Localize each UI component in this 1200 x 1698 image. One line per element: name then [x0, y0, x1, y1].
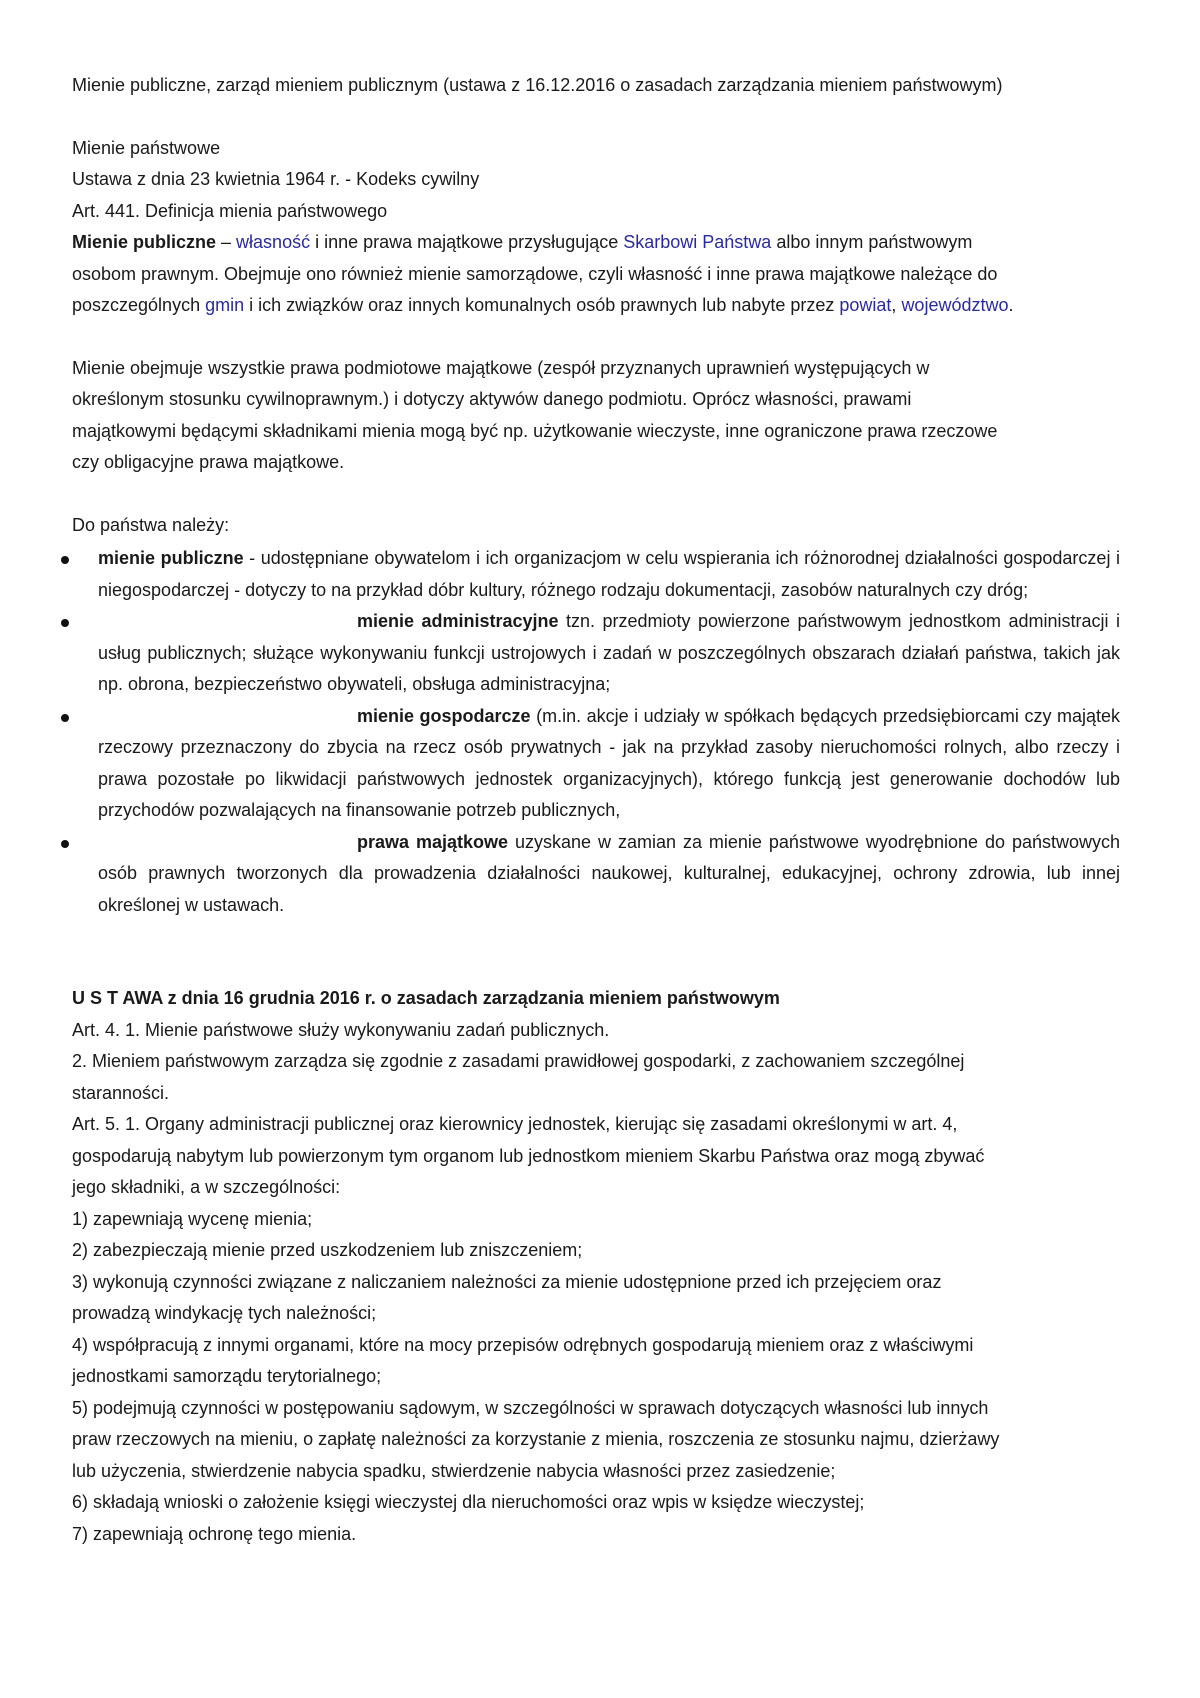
- law-line: 1) zapewniają wycenę mienia;: [72, 1208, 313, 1229]
- paragraph-line: Mienie obejmuje wszystkie prawa podmiotowe majątkowe (zespół przyznanych uprawnień występujących w: [72, 357, 930, 378]
- bullet-term: mienie administracyjne: [357, 611, 559, 631]
- article-heading: Art. 441. Definicja mienia państwowego: [72, 200, 388, 221]
- list-item: [72, 701, 1120, 827]
- bullet-text: (m.in. akcje i udziały w spółkach będących przedsiębiorcami czy majątek rzeczowy przeznaczony do zbycia na rzecz osób prywatnych - jak na przykład zasoby nieruchomości rolnych, albo rzeczy i prawa pozostałe po likwidacji państwowych jednostek organizacyjnych), którego funkcją jest generowanie dochodów lub przychodów pozwalających na finansowanie potrzeb publicznych,: [98, 705, 1120, 820]
- definition-dash: –: [216, 232, 237, 252]
- definition-text-1: i inne prawa majątkowe przysługujące: [310, 232, 624, 252]
- law-heading: U S T AWA z dnia 16 grudnia 2016 r. o zasadach zarządzania mieniem państwowym: [72, 988, 780, 1008]
- law-line: 4) współpracują z innymi organami, które na mocy przepisów odrębnych gospodarują mieniem oraz z właściwymi: [72, 1334, 974, 1355]
- list-heading: Do państwa należy:: [72, 514, 230, 535]
- link-gmin[interactable]: gmin: [205, 295, 245, 315]
- definition-line-2: osobom prawnym. Obejmuje ono również mienie samorządowe, czyli własność i inne prawa majątkowe należące do: [72, 263, 998, 284]
- law-line: staranności.: [72, 1082, 170, 1103]
- bullet-icon: [61, 556, 69, 564]
- bullet-text: tzn. przedmioty powierzone państwowym jednostkom administracji i usług publicznych; służące wykonywaniu funkcji ustrojowych i zadań w poszczególnych obszarach działań państwa, takich jak np. obrona, bezpieczeństwo obywateli, obsługa administracyjna;: [98, 611, 1120, 694]
- definition-line-1: [72, 227, 1120, 259]
- paragraph-line: określonym stosunku cywilnoprawnym.) i dotyczy aktywów danego podmiotu. Oprócz własności, prawami: [72, 389, 912, 409]
- law-line: jednostkami samorządu terytorialnego;: [72, 1366, 382, 1386]
- law-line: 6) składają wnioski o założenie księgi wieczystej dla nieruchomości oraz wpis w księdze wieczystej;: [72, 1492, 865, 1512]
- law-line: 7) zapewniają ochronę tego mienia.: [72, 1523, 357, 1544]
- bullet-text: uzyskane w zamian za mienie państwowe wyodrębnione do państwowych osób prawnych tworzonych dla prowadzenia działalności naukowej, kulturalnej, edukacyjnej, ochrony zdrowia, lub innej określonej w ustawach.: [98, 831, 1120, 915]
- law-line: 2. Mieniem państwowym zarządza się zgodnie z zasadami prawidłowej gospodarki, z zachowaniem szczególnej: [72, 1051, 965, 1071]
- bullet-icon: [61, 840, 69, 848]
- law-line: gospodarują nabytym lub powierzonym tym organom lub jednostkom mieniem Skarbu Państwa oraz mogą zbywać: [72, 1145, 985, 1166]
- law-line: 2) zabezpieczają mienie przed uszkodzeniem lub zniszczeniem;: [72, 1240, 583, 1260]
- list-item: [72, 827, 1120, 922]
- law-line: 5) podejmują czynności w postępowaniu sądowym, w szczególności w sprawach dotyczących własności lub innych: [72, 1397, 989, 1418]
- link-powiat[interactable]: powiat: [839, 295, 892, 315]
- bullet-term: mienie gospodarcze: [357, 705, 531, 726]
- bullet-icon: [61, 714, 69, 722]
- definition-dot: .: [1008, 295, 1014, 315]
- bullet-text: - udostępniane obywatelom i ich organizacjom w celu wspierania ich różnorodnej działalności gospodarczej i niegospodarczej - dotyczy to na przykład dóbr kultury, różnego rodzaju dokumentacji, zasobów naturalnych czy dróg;: [98, 548, 1121, 600]
- definition-comma: ,: [891, 295, 902, 315]
- list-item: [72, 543, 1120, 606]
- list-item: [72, 606, 1120, 701]
- definition-text-3a: poszczególnych: [72, 295, 206, 315]
- link-skarbowi-panstwa[interactable]: Skarbowi Państwa: [623, 232, 772, 252]
- law-line: praw rzeczowych na mieniu, o zapłatę należności za korzystanie z mienia, roszczenia ze stosunku najmu, dzierżawy: [72, 1429, 1000, 1449]
- document-page: [72, 70, 1120, 1550]
- law-line: jego składniki, a w szczególności:: [72, 1177, 341, 1197]
- law-line: Art. 5. 1. Organy administracji publicznej oraz kierownicy jednostek, kierując się zasadami określonymi w art. 4,: [72, 1114, 958, 1134]
- bullet-icon: [61, 619, 69, 627]
- bullet-term: prawa majątkowe: [357, 831, 509, 852]
- paragraph-line: majątkowymi będącymi składnikami mienia mogą być np. użytkowanie wieczyste, inne ograniczone prawa rzeczowe: [72, 420, 998, 441]
- act-reference: Ustawa z dnia 23 kwietnia 1964 r. - Kodeks cywilny: [72, 169, 480, 189]
- bullet-term: mienie publiczne: [98, 548, 244, 568]
- law-line: prowadzą windykację tych należności;: [72, 1303, 377, 1323]
- law-line: 3) wykonują czynności związane z naliczaniem należności za mienie udostępnione przed ich przejęciem oraz: [72, 1271, 942, 1292]
- paragraph-line: czy obligacyjne prawa majątkowe.: [72, 452, 345, 472]
- law-line: lub użyczenia, stwierdzenie nabycia spadku, stwierdzenie nabycia własności przez zasiedzenie;: [72, 1460, 836, 1481]
- document-title: Mienie publiczne, zarząd mieniem publicznym (ustawa z 16.12.2016 o zasadach zarządzania mieniem państwowym): [72, 75, 1003, 95]
- definition-term: Mienie publiczne: [72, 232, 217, 252]
- definition-text-3b: i ich związków oraz innych komunalnych osób prawnych lub nabyte przez: [244, 295, 840, 315]
- definition-text-2: albo innym państwowym: [771, 232, 973, 252]
- link-wlasnosc[interactable]: własność: [236, 232, 311, 252]
- law-line: Art. 4. 1. Mienie państwowe służy wykonywaniu zadań publicznych.: [72, 1019, 610, 1040]
- link-wojewodztwo[interactable]: województwo: [901, 295, 1009, 315]
- section-heading-mienie-panstwowe: Mienie państwowe: [72, 137, 221, 158]
- definition-line-3: [72, 290, 1120, 322]
- bullet-list: [72, 543, 1120, 921]
